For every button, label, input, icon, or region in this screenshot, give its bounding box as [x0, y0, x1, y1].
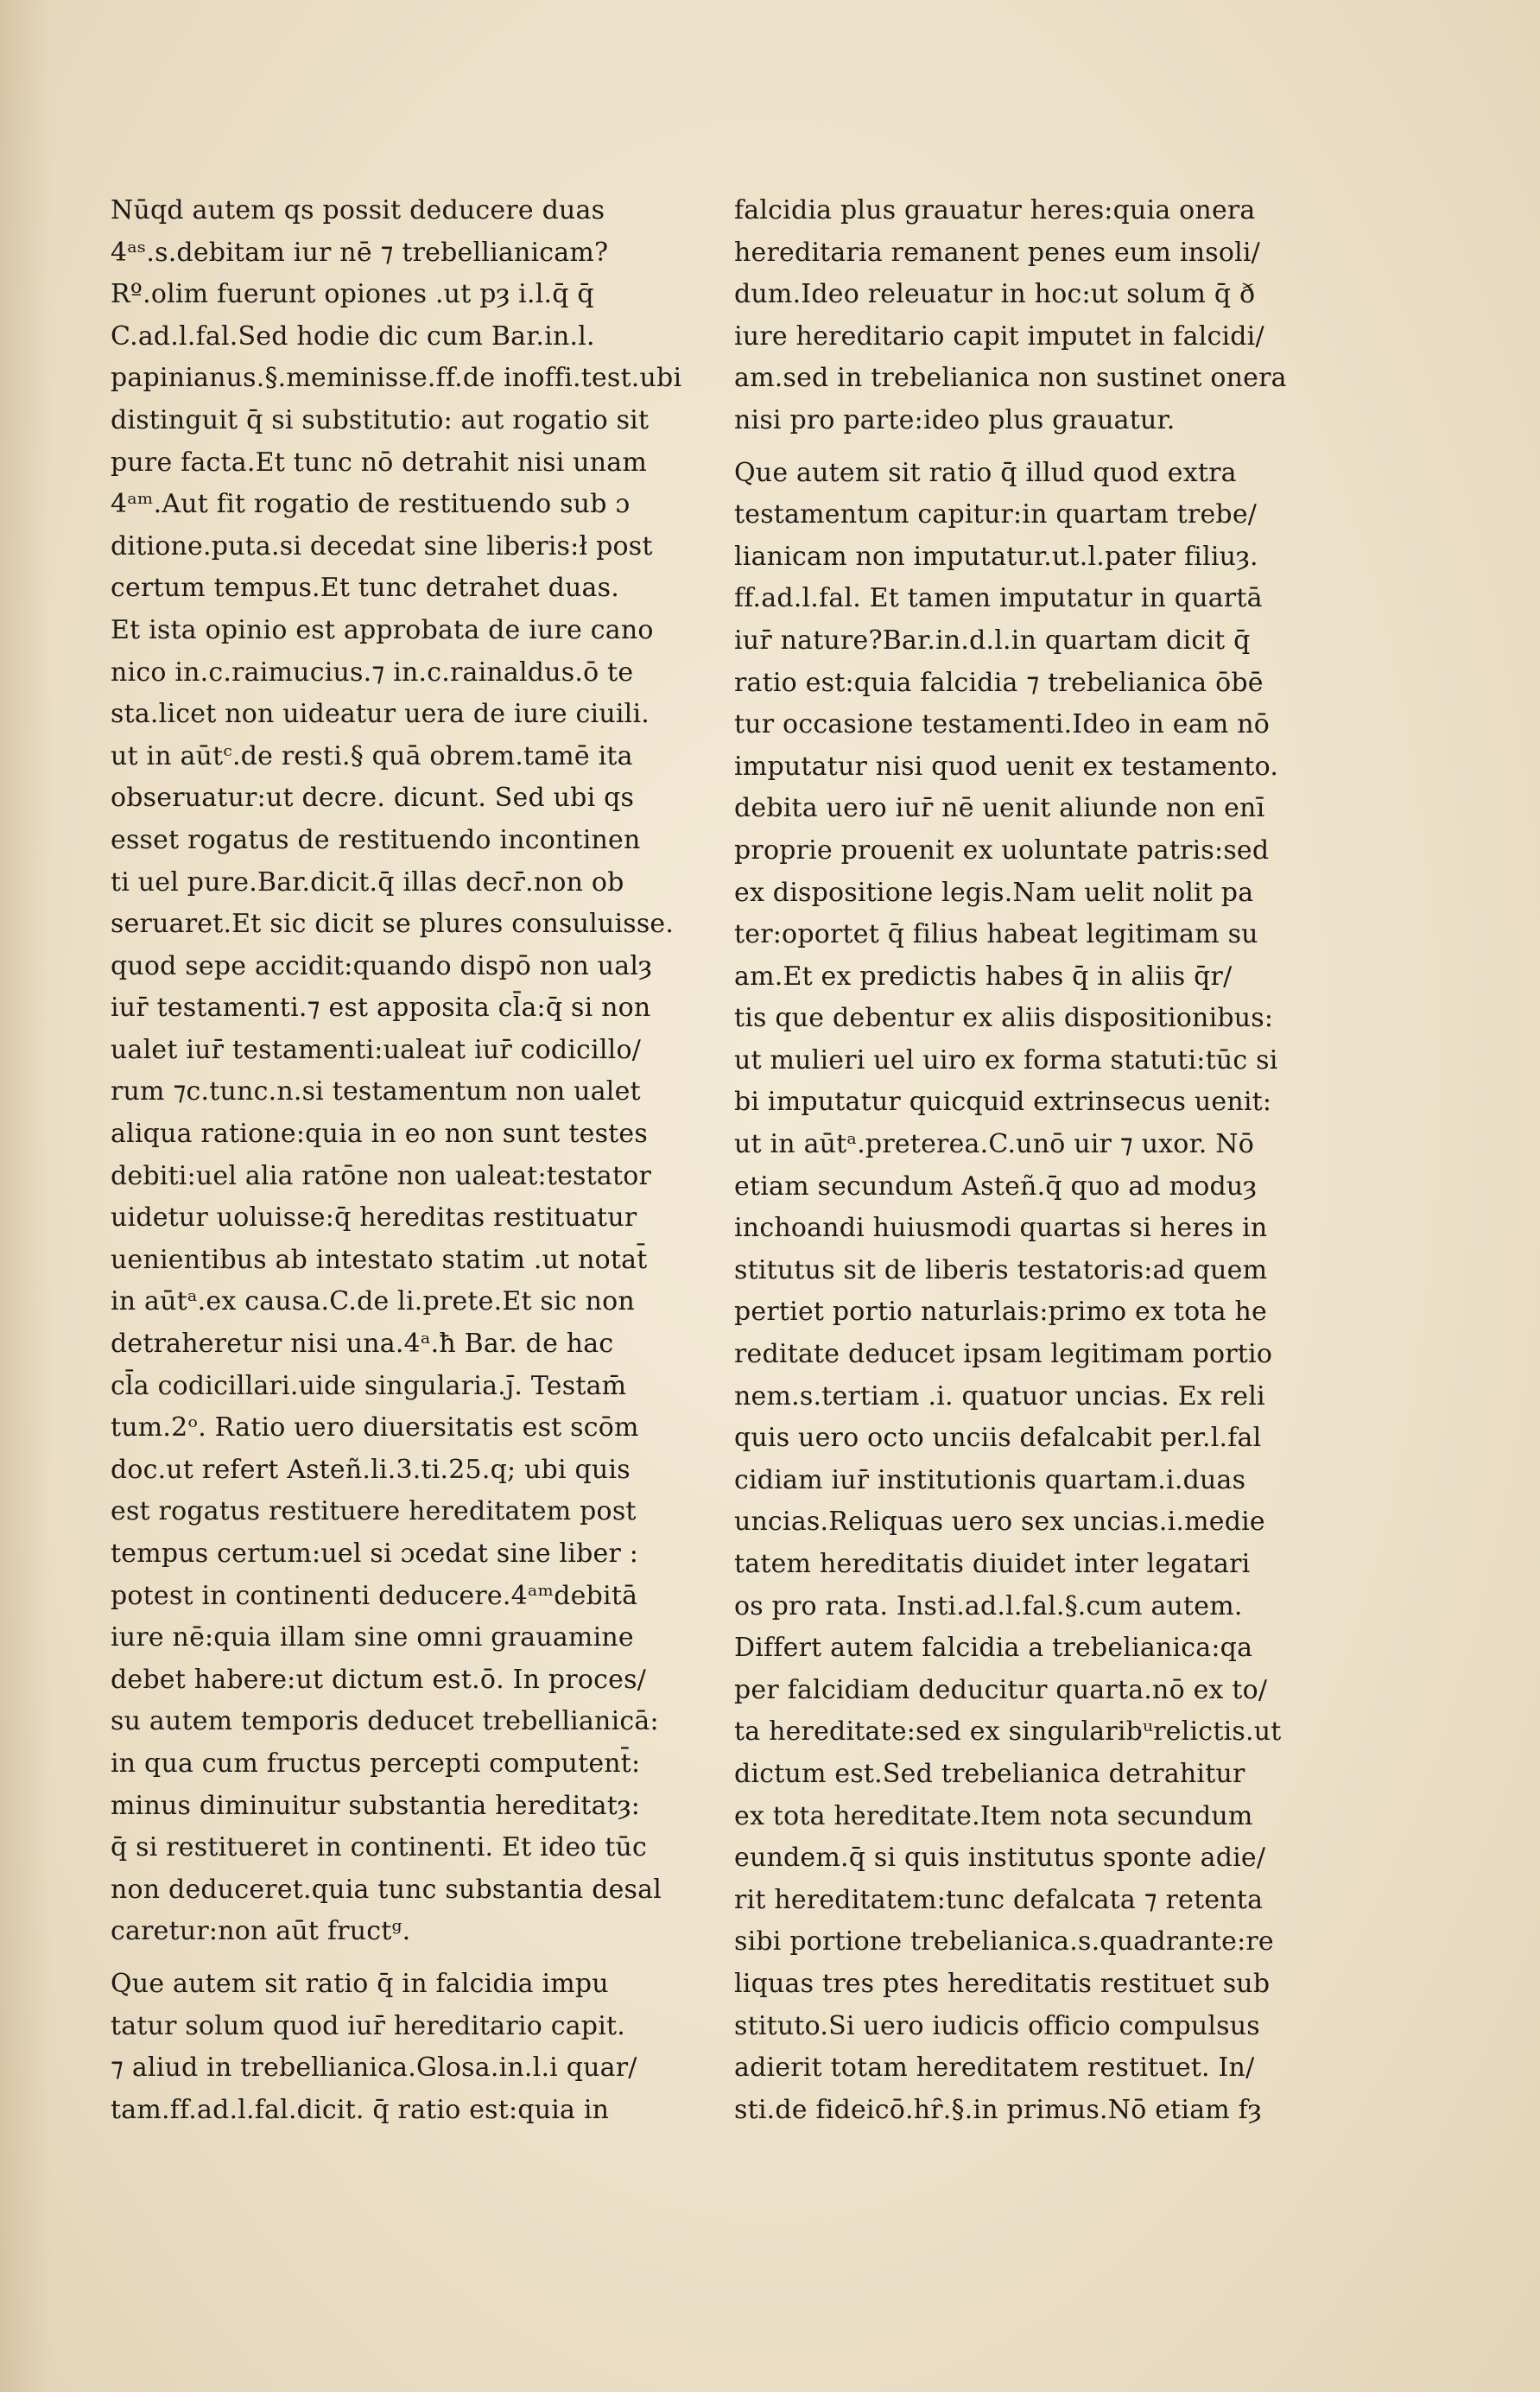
text-line: tum.2ᵒ. Ratio uero diuersitatis est scōm — [111, 1412, 639, 1443]
text-line: eundem.q̄ si quis institutus sponte adie/ — [734, 1843, 1266, 1874]
text-line: proprie prouenit ex uoluntate patris:sed — [734, 834, 1270, 866]
text-line: Differt autem falcidia a trebelianica:qa — [734, 1633, 1253, 1664]
text-line: Et ista opinio est approbata de iure cano — [111, 614, 654, 645]
text-line: debita uero iur̄ nē uenit aliunde non enī — [734, 793, 1265, 824]
text-line: etiam secundum Asteñ.q̄ quo ad moduȝ — [734, 1171, 1258, 1202]
text-line: detraheretur nisi una.4ᵃ.ħ Bar. de hac — [111, 1329, 614, 1360]
text-line: per falcidiam deducitur quarta.nō ex to/ — [734, 1674, 1268, 1705]
text-line: Rº.olim fuerunt opiones .ut pȝ i.l.q̄ q̄ — [111, 279, 594, 310]
text-line: stituto.Si uero iudicis officio compulsus — [734, 2010, 1260, 2041]
text-line: ualet iur̄ testamenti:ualeat iur̄ codicillo/ — [111, 1034, 642, 1065]
text-line: ta hereditate:sed ex singularibᵘrelictis.ut — [734, 1716, 1282, 1748]
text-line: tur occasione testamenti.Ideo in eam nō — [734, 709, 1270, 740]
text-line: pure facta.Et tunc nō detrahit nisi unam — [111, 447, 648, 478]
text-line: quod sepe accidit:quando dispō non ualȝ — [111, 950, 653, 981]
text-line: rit hereditatem:tunc defalcata ⁊ retenta — [734, 1884, 1264, 1915]
text-line: esset rogatus de restituendo incontinen — [111, 824, 641, 855]
text-line: ditione.puta.si decedat sine liberis:ł post — [111, 530, 653, 562]
text-line: cidiam iur̄ institutionis quartam.i.duas — [734, 1464, 1246, 1495]
text-line: ut in aūtᵃ.preterea.C.unō uir ⁊ uxor. Nō — [734, 1129, 1254, 1160]
text-line: in aūtᵃ.ex causa.C.de li.prete.Et sic non — [111, 1286, 635, 1317]
text-line: sti.de fideicō.hȓ.§.in primus.Nō etiam fȝ — [734, 2094, 1262, 2125]
text-line: nem.s.tertiam .i. quatuor uncias. Ex reli — [734, 1380, 1265, 1412]
text-line: nico in.c.raimucius.⁊ in.c.rainaldus.ō te — [111, 657, 634, 688]
text-line: tatem hereditatis diuidet inter legatari — [734, 1549, 1251, 1579]
text-line: certum tempus.Et tunc detrahet duas. — [111, 573, 619, 604]
right-text-column — [734, 190, 1356, 2131]
text-line: rum ⁊c.tunc.n.si testamentum non ualet — [111, 1076, 641, 1107]
text-line: hereditaria remanent penes eum insoli/ — [734, 237, 1260, 268]
text-line: stitutus sit de liberis testatoris:ad quem — [734, 1254, 1268, 1285]
text-line: aliqua ratione:quia in eo non sunt testes — [111, 1119, 648, 1150]
text-line: papinianus.§.meminisse.ff.de inoffi.test.ubi — [111, 363, 682, 394]
text-line: uidetur uoluisse:q̄ hereditas restituatur — [111, 1202, 637, 1234]
text-line: 4ᵃˢ.s.debitam iur nē ⁊ trebellianicam? — [111, 237, 609, 268]
text-line: imputatur nisi quod uenit ex testamento. — [734, 751, 1279, 782]
text-line: ⁊ aliud in trebellianica.Glosa.in.l.i quar/ — [111, 2053, 637, 2084]
text-line: ut mulieri uel uiro ex forma statuti:tūc si — [734, 1044, 1278, 1075]
text-line: debet habere:ut dictum est.ō. In proces/ — [111, 1664, 646, 1695]
text-line: dum.Ideo releuatur in hoc:ut solum q̄ ð — [734, 279, 1256, 310]
text-line: doc.ut refert Asteñ.li.3.ti.25.q; ubi quis — [111, 1454, 631, 1485]
text-line: falcidia plus grauatur heres:quia onera — [734, 195, 1256, 225]
text-line: debiti:uel alia ratōne non ualeat:testator — [111, 1160, 652, 1191]
text-line: pertiet portio naturlais:primo ex tota he — [734, 1297, 1267, 1328]
text-line: am.sed in trebelianica non sustinet onera — [734, 363, 1287, 394]
text-line: seruaret.Et sic dicit se plures consuluisse. — [111, 909, 675, 940]
text-line: reditate deducet ipsam legitimam portio — [734, 1339, 1273, 1370]
text-line: ex tota hereditate.Item nota secundum — [734, 1800, 1253, 1831]
text-line: testamentum capitur:in quartam trebe/ — [734, 499, 1258, 530]
text-line: liquas tres ptes hereditatis restituet sub — [734, 1968, 1271, 1999]
text-line: C.ad.l.fal.Sed hodie dic cum Bar.in.l. — [111, 320, 595, 352]
text-line: su autem temporis deducet trebellianicā: — [111, 1706, 659, 1737]
text-line: obseruatur:ut decre. dicunt. Sed ubi qs — [111, 783, 635, 814]
text-line: sta.licet non uideatur uera de iure ciuili. — [111, 699, 650, 730]
text-line: iure nē:quia illam sine omni grauamine — [111, 1622, 634, 1653]
text-line: Que autem sit ratio q̄ illud quod extra — [734, 457, 1237, 488]
text-line: quis uero octo unciis defalcabit per.l.fal — [734, 1423, 1262, 1454]
text-line: potest in continenti deducere.4ᵃᵐdebitā — [111, 1580, 638, 1611]
text-line: iure hereditario capit imputet in falcidi/ — [734, 320, 1264, 352]
text-line: 4ᵃᵐ.Aut fit rogatio de restituendo sub ɔ — [111, 489, 631, 520]
text-line: iur̄ nature?Bar.in.d.l.in quartam dicit q̄ — [734, 625, 1251, 656]
text-line: tempus certum:uel si ɔcedat sine liber : — [111, 1539, 639, 1569]
text-line: cl̄a codicillari.uide singularia.ȷ̄. Testam̄ — [111, 1370, 627, 1401]
text-line: ti uel pure.Bar.dicit.q̄ illas decr̄.non ob — [111, 866, 624, 898]
text-line: Nūqd autem qs possit deducere duas — [111, 195, 605, 225]
text-line: ff.ad.l.fal. Et tamen imputatur in quartā — [734, 583, 1263, 614]
paragraph-gap — [111, 1953, 732, 1964]
text-line: ratio est:quia falcidia ⁊ trebelianica ōbē — [734, 667, 1264, 698]
text-line: in qua cum fructus percepti computent̄: — [111, 1748, 641, 1779]
text-line: est rogatus restituere hereditatem post — [111, 1496, 637, 1527]
text-line: minus diminuitur substantia hereditatȝ: — [111, 1790, 641, 1821]
paragraph-gap — [734, 442, 1356, 453]
text-line: uncias.Reliquas uero sex uncias.i.medie — [734, 1507, 1265, 1538]
text-line: tis que debentur ex aliis dispositionibus: — [734, 1003, 1274, 1034]
text-line: Que autem sit ratio q̄ in falcidia impu — [111, 1968, 609, 1999]
text-line: tam.ff.ad.l.fal.dicit. q̄ ratio est:quia in — [111, 2094, 610, 2125]
text-line: ut in aūtᶜ.de resti.§ quā obrem.tamē ita — [111, 740, 633, 771]
text-line: dictum est.Sed trebelianica detrahitur — [734, 1758, 1245, 1789]
text-line: uenientibus ab intestato statim .ut notat̄ — [111, 1244, 648, 1275]
text-line: non deduceret.quia tunc substantia desal — [111, 1874, 662, 1905]
text-line: lianicam non imputatur.ut.l.pater filiuȝ. — [734, 541, 1258, 572]
text-line: sibi portione trebelianica.s.quadrante:re — [734, 1926, 1274, 1957]
text-line: distinguit q̄ si substitutio: aut rogatio sit — [111, 404, 650, 435]
text-line: bi imputatur quicquid extrinsecus uenit: — [734, 1087, 1272, 1118]
text-line: caretur:non aūt fructᵍ. — [111, 1916, 411, 1947]
text-line: adierit totam hereditatem restituet. In/ — [734, 2053, 1255, 2084]
left-text-column — [111, 190, 732, 2131]
text-line: ter:oportet q̄ filius habeat legitimam su — [734, 919, 1258, 950]
text-line: iur̄ testamenti.⁊ est apposita cl̄a:q̄ si non — [111, 993, 651, 1024]
text-line: inchoandi huiusmodi quartas si heres in — [734, 1213, 1268, 1244]
text-line: am.Et ex predictis habes q̄ in aliis q̄r/ — [734, 961, 1233, 992]
text-line: os pro rata. Insti.ad.l.fal.§.cum autem. — [734, 1590, 1243, 1621]
text-line: tatur solum quod iur̄ hereditario capit. — [111, 2010, 625, 2041]
text-line: nisi pro parte:ideo plus grauatur. — [734, 404, 1176, 435]
text-line: q̄ si restitueret in continenti. Et ideo tūc — [111, 1832, 648, 1863]
text-line: ex dispositione legis.Nam uelit nolit pa — [734, 877, 1254, 908]
